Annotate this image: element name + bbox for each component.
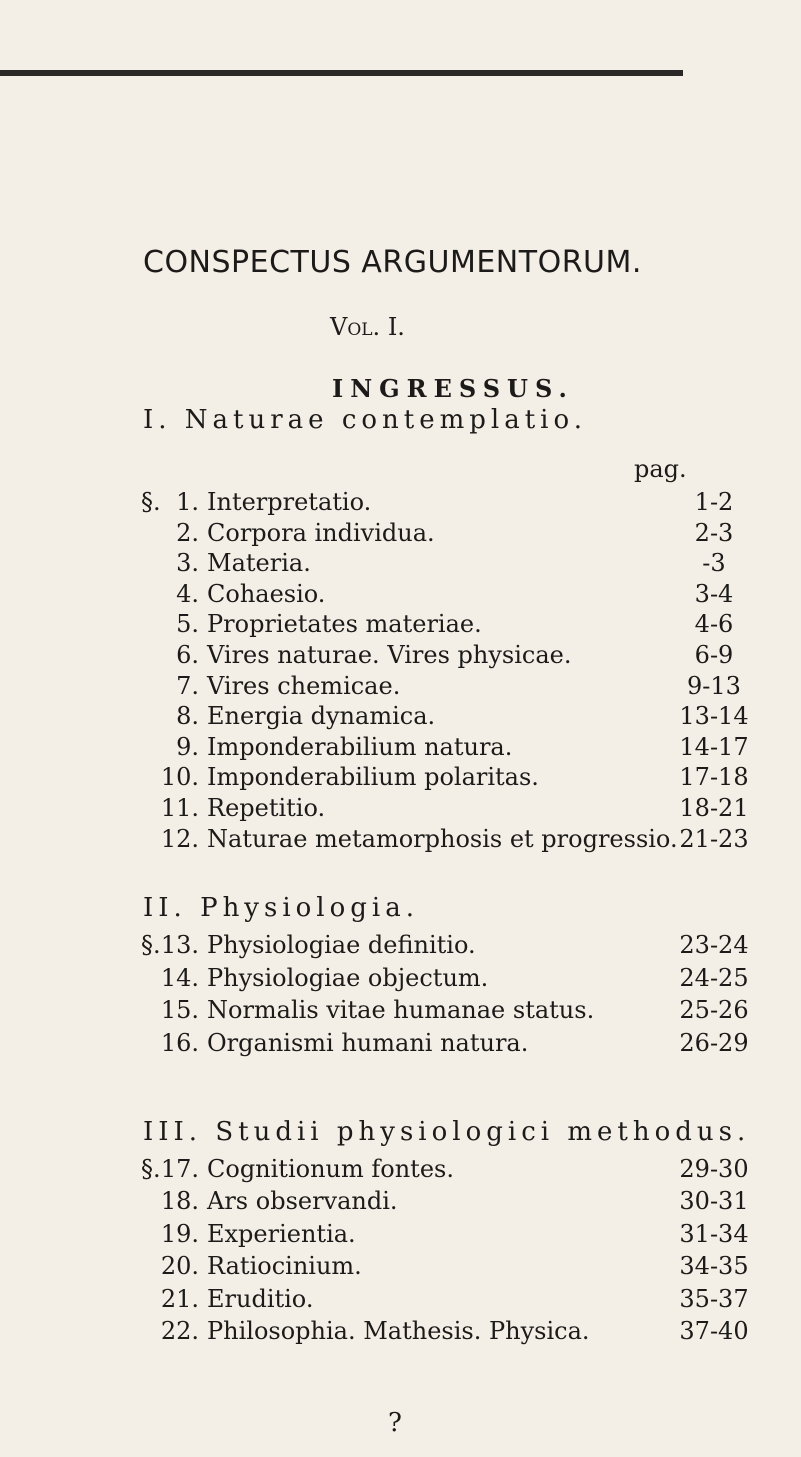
entry-number: 2. — [176, 518, 199, 547]
entry-pages: 17-18 — [679, 763, 749, 792]
paragraph-sign: §. — [141, 931, 161, 959]
entry-title: Physiologiae definitio. — [207, 931, 476, 959]
entry-pages: 18-21 — [679, 794, 749, 822]
entry-number: 10. — [160, 763, 199, 792]
entry-number: 15. — [160, 996, 199, 1024]
toc-entry — [143, 794, 749, 826]
entry-pages: 2-3 — [694, 518, 734, 547]
section-title: II. Physiologia. — [143, 893, 420, 923]
entry-number: 8. — [176, 702, 199, 731]
entry-pages: 34-35 — [679, 1252, 749, 1281]
part-label: INGRESSUS. — [332, 374, 574, 403]
toc-entry — [141, 931, 749, 963]
entry-number: 3. — [176, 549, 199, 578]
entry-title: Corpora individua. — [207, 518, 435, 547]
entry-pages: 29-30 — [679, 1155, 749, 1183]
entry-number: 20. — [160, 1252, 199, 1281]
entry-title: Cohaesio. — [207, 579, 326, 608]
entry-title: Imponderabilium natura. — [207, 732, 513, 761]
entry-title: Ratiocinium. — [207, 1252, 362, 1281]
entry-pages: 30-31 — [679, 1187, 749, 1216]
section-title: I. Naturae contemplatio. — [143, 405, 587, 435]
paragraph-sign: §. — [141, 488, 161, 516]
entry-number: 12. — [160, 824, 199, 853]
entry-number: 16. — [160, 1028, 199, 1057]
entry-title: Proprietates materiae. — [207, 610, 482, 639]
entry-number: 9. — [176, 732, 199, 761]
toc-entry — [143, 1028, 749, 1061]
entry-title: Repetitio. — [207, 794, 326, 822]
toc-entry — [143, 1187, 749, 1219]
entry-pages: 9-13 — [687, 671, 741, 700]
entry-pages: 31-34 — [679, 1219, 749, 1248]
entry-title: Eruditio. — [207, 1284, 314, 1313]
toc-entry — [143, 1252, 749, 1284]
toc-entry — [143, 580, 743, 612]
entry-number: 4. — [176, 579, 199, 608]
entry-title: Organismi humani natura. — [207, 1028, 529, 1057]
entry-number: 22. — [160, 1317, 199, 1345]
entry-number: 1. — [176, 488, 199, 516]
toc-entry — [143, 549, 743, 581]
entry-pages: 13-14 — [679, 702, 749, 731]
pag-column-label: pag. — [634, 455, 687, 483]
toc-entry — [143, 763, 749, 795]
toc-entry — [143, 824, 749, 857]
entry-number: 17. — [160, 1155, 199, 1183]
entry-pages: 37-40 — [679, 1317, 749, 1345]
entry-title: Experientia. — [207, 1219, 356, 1248]
toc-entry — [143, 996, 749, 1028]
top-border-rule — [0, 70, 683, 76]
toc-entry — [143, 1317, 749, 1349]
toc-entry — [143, 732, 749, 765]
entry-pages: 21-23 — [679, 824, 749, 853]
page-title: CONSPECTUS ARGUMENTORUM. — [143, 245, 642, 280]
entry-title: Physiologiae objectum. — [207, 963, 489, 992]
entry-pages: 24-25 — [679, 963, 749, 992]
entry-number: 11. — [160, 794, 199, 822]
toc-entry — [143, 610, 743, 642]
toc-entry — [143, 702, 749, 734]
footer-mark: ? — [388, 1408, 402, 1438]
entry-number: 18. — [160, 1187, 199, 1216]
toc-entry — [143, 672, 743, 704]
entry-number: 7. — [176, 671, 199, 700]
entry-title: Normalis vitae humanae status. — [207, 996, 595, 1024]
toc-entry — [143, 1284, 749, 1317]
entry-title: Materia. — [207, 549, 311, 578]
toc-entry — [143, 641, 743, 673]
entry-pages: 1-2 — [694, 488, 734, 516]
entry-title: Philosophia. Mathesis. Physica. — [207, 1317, 590, 1345]
toc-entry — [141, 1155, 749, 1187]
entry-title: Cognitionum fontes. — [207, 1155, 454, 1183]
entry-number: 14. — [160, 963, 199, 992]
entry-number: 13. — [160, 931, 199, 959]
entry-pages: 4-6 — [694, 610, 734, 639]
entry-title: Vires chemicae. — [207, 671, 401, 700]
entry-number: 6. — [176, 641, 199, 669]
toc-entry — [143, 1219, 749, 1252]
paragraph-sign: §. — [141, 1155, 161, 1183]
entry-title: Naturae metamorphosis et progressio. — [207, 824, 678, 853]
entry-number: 21. — [160, 1284, 199, 1313]
entry-title: Imponderabilium polaritas. — [207, 763, 539, 792]
entry-pages: 26-29 — [679, 1028, 749, 1057]
entry-pages: -3 — [702, 549, 726, 578]
volume-label: Vol. I. — [330, 313, 405, 341]
entry-pages: 23-24 — [679, 931, 749, 959]
entry-pages: 6-9 — [694, 641, 734, 669]
entry-number: 5. — [176, 610, 199, 639]
entry-title: Vires naturae. Vires physicae. — [207, 641, 572, 669]
toc-entry — [143, 488, 743, 520]
entry-title: Ars observandi. — [207, 1187, 398, 1216]
toc-entry — [143, 963, 749, 996]
entry-number: 19. — [160, 1219, 199, 1248]
section-title: III. Studii physiologici methodus. — [143, 1117, 751, 1147]
entry-title: Interpretatio. — [207, 488, 372, 516]
entry-pages: 25-26 — [679, 996, 749, 1024]
entry-pages: 14-17 — [679, 732, 749, 761]
entry-pages: 35-37 — [679, 1284, 749, 1313]
toc-entry — [143, 519, 743, 551]
entry-title: Energia dynamica. — [207, 702, 436, 731]
entry-pages: 3-4 — [694, 579, 734, 608]
